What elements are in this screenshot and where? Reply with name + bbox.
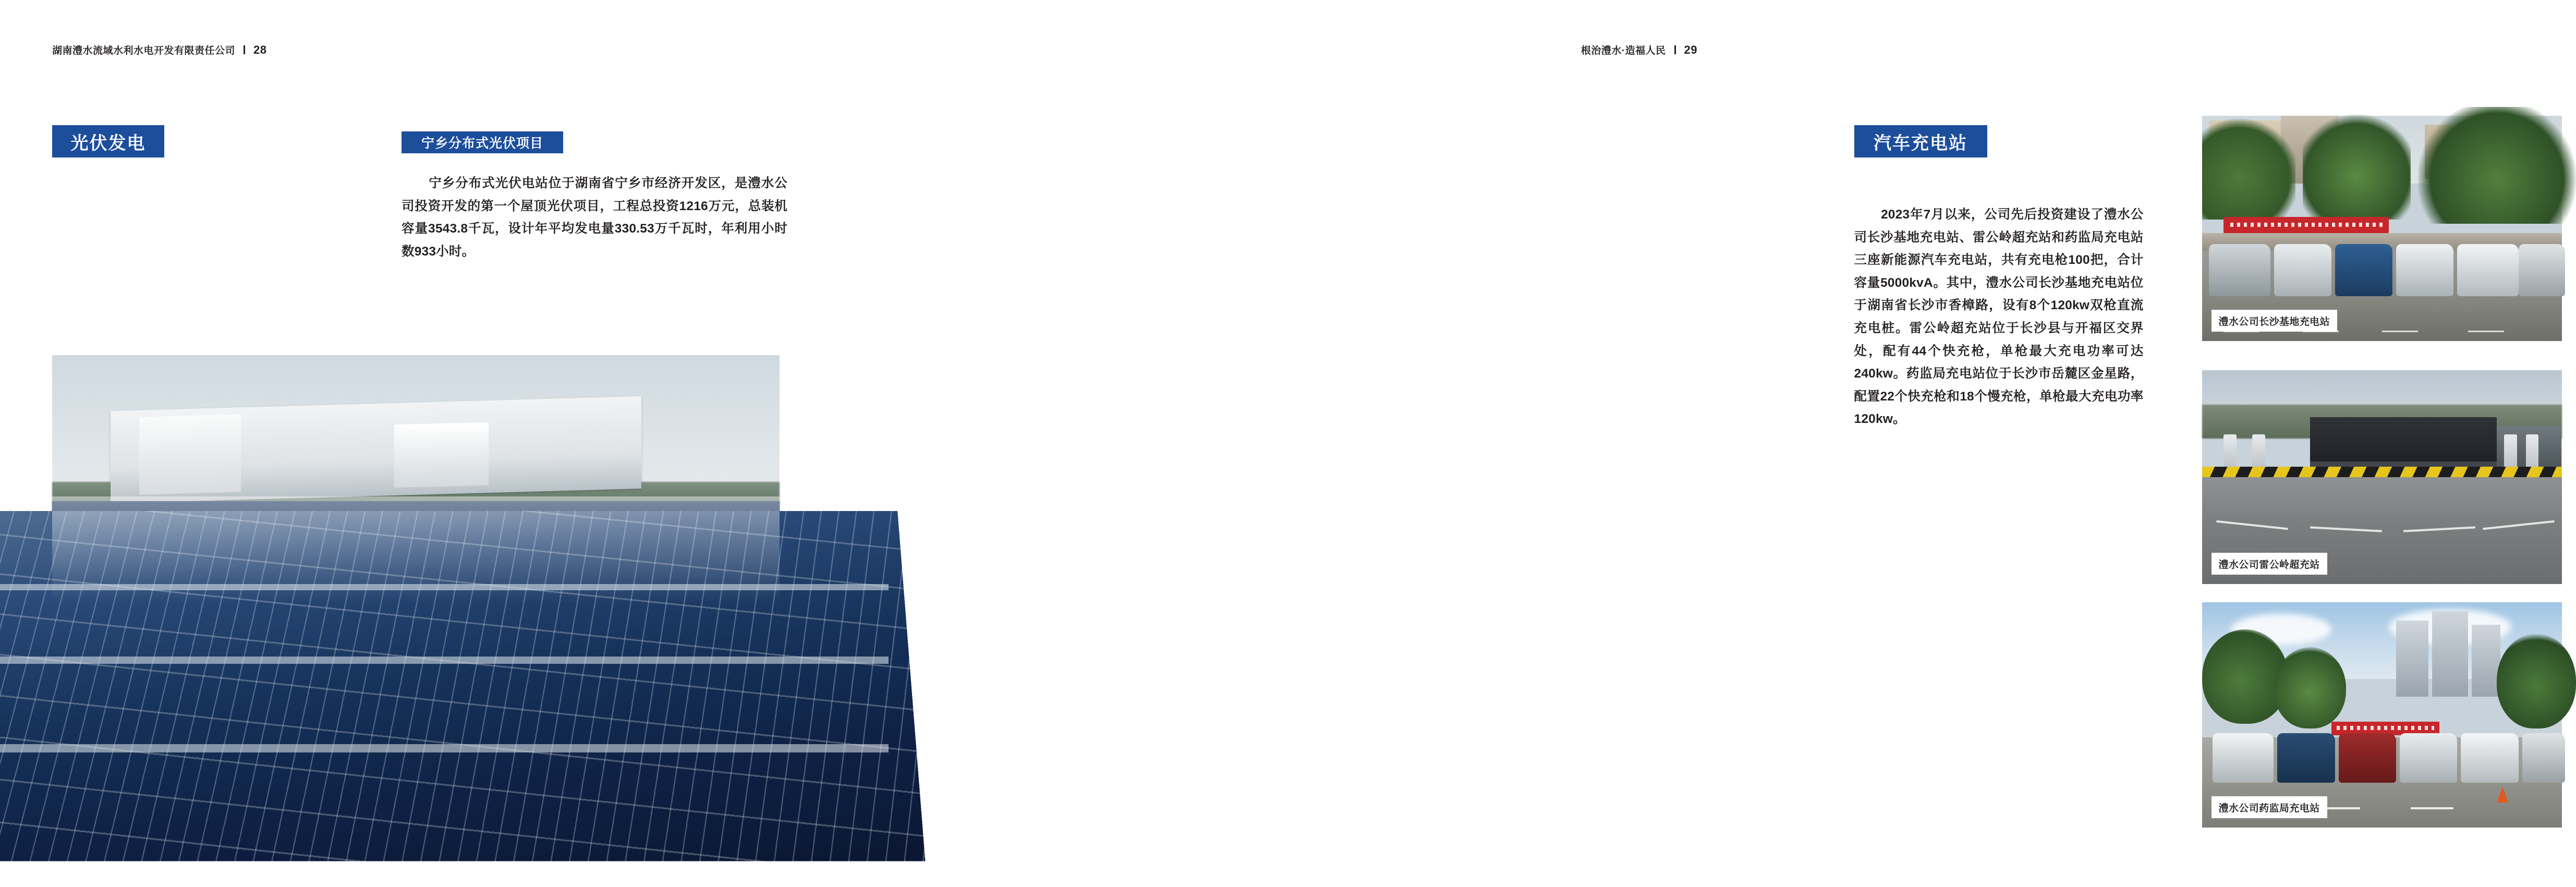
yaojianju-highrise-2 (2432, 611, 2468, 697)
yaojianju-car-6 (2522, 733, 2566, 783)
photo-changsha-base-station (2202, 116, 2562, 341)
photo-yaojianju-station (2202, 602, 2562, 828)
yaojianju-car-2 (2277, 733, 2335, 783)
changsha-tree-left (2202, 116, 2295, 220)
right-page (875, 0, 2330, 887)
changsha-car-3 (2335, 244, 2392, 296)
changsha-tree-right (2418, 107, 2576, 224)
solar-row-gap-2 (0, 657, 889, 664)
changsha-car-5 (2457, 244, 2518, 296)
photo-solar-panel-array (52, 355, 780, 842)
changsha-car-6 (2519, 244, 2566, 296)
solar-office-building (139, 414, 241, 495)
left-page-paragraph (402, 172, 787, 263)
solar-panel-rows (0, 511, 925, 861)
leigongling-hazard-barrier (2202, 467, 2562, 478)
running-head-divider (244, 45, 245, 54)
section-badge-photovoltaic-label: 光伏发电 (70, 133, 146, 153)
solar-row-gap-3 (0, 744, 889, 752)
subsection-badge-ningxiang-label: 宁乡分布式光伏项目 (421, 136, 543, 151)
yaojianju-parking-line-3 (2411, 807, 2454, 809)
right-paragraph-text: 2023年7月以来，公司先后投资建设了澧水公司长沙基地充电站、雷公岭超充站和药监局充电站三座新能源汽车充电站，共有充电枪100把，合计容量5000kvA。其中，澧水公司长沙基地充电站位于湖南省长沙市香樟路，设有8个120kw双枪直流充电桩。雷公岭超充站位于长沙县与开福区交界处，配有44个快充枪，单枪最大充电功率可达240kw。药监局充电站位于长沙市岳麓区金星路，配置22个快充枪和18个慢充枪，单枪最大充电功率120kw。 (1854, 208, 2144, 427)
changsha-car-1 (2209, 244, 2270, 296)
photo-caption-yaojianju: 澧水公司药监局充电站 (2212, 796, 2327, 818)
page-number-right: 29 (1684, 43, 1697, 56)
solar-row-gap-1 (0, 584, 889, 590)
yaojianju-highrise-3 (2472, 625, 2500, 697)
yaojianju-car-4 (2400, 733, 2457, 783)
solar-side-building (394, 422, 489, 488)
yaojianju-tree-mid (2274, 647, 2346, 728)
photo-caption-changsha: 澧水公司长沙基地充电站 (2212, 310, 2337, 332)
leigongling-charging-canopy (2310, 417, 2497, 468)
yaojianju-car-1 (2213, 733, 2274, 783)
yaojianju-highrise-1 (2396, 621, 2428, 697)
section-badge-charging-station (1854, 125, 1987, 157)
running-head-slogan: 根治澧水·造福人民 (1581, 45, 1666, 56)
section-badge-photovoltaic (52, 125, 164, 157)
changsha-parking-line-4 (2468, 331, 2504, 332)
yaojianju-car-5 (2461, 733, 2518, 783)
changsha-car-2 (2274, 244, 2331, 296)
changsha-tree-middle (2303, 111, 2411, 219)
right-page-paragraph (1854, 203, 2144, 431)
left-page (0, 0, 875, 887)
subsection-badge-ningxiang (402, 131, 563, 153)
page-number-left: 28 (253, 43, 267, 56)
running-head-divider-right (1674, 45, 1676, 54)
yaojianju-car-3 (2339, 733, 2396, 783)
page-gutter (874, 0, 875, 887)
running-head-company: 湖南澧水流域水利水电开发有限责任公司 (52, 45, 236, 56)
photo-caption-leigongling: 澧水公司雷公岭超充站 (2212, 553, 2327, 575)
running-head-right (1581, 43, 1697, 57)
changsha-parking-line-3 (2382, 331, 2418, 332)
running-head-left (52, 43, 267, 57)
section-badge-charging-station-label: 汽车充电站 (1874, 133, 1967, 153)
changsha-red-banner (2223, 217, 2389, 233)
changsha-car-4 (2396, 244, 2453, 296)
left-paragraph-text: 宁乡分布式光伏电站位于湖南省宁乡市经济开发区，是澧水公司投资开发的第一个屋顶光伏项目，工程总投资1216万元，总装机容量3543.8千瓦，设计年平均发电量330.53万千瓦时，年利用小时数933小时。 (402, 176, 787, 259)
yaojianju-tree-right (2497, 634, 2576, 728)
photo-leigongling-supercharger (2202, 370, 2562, 584)
yaojianju-traffic-cone (2497, 787, 2508, 803)
